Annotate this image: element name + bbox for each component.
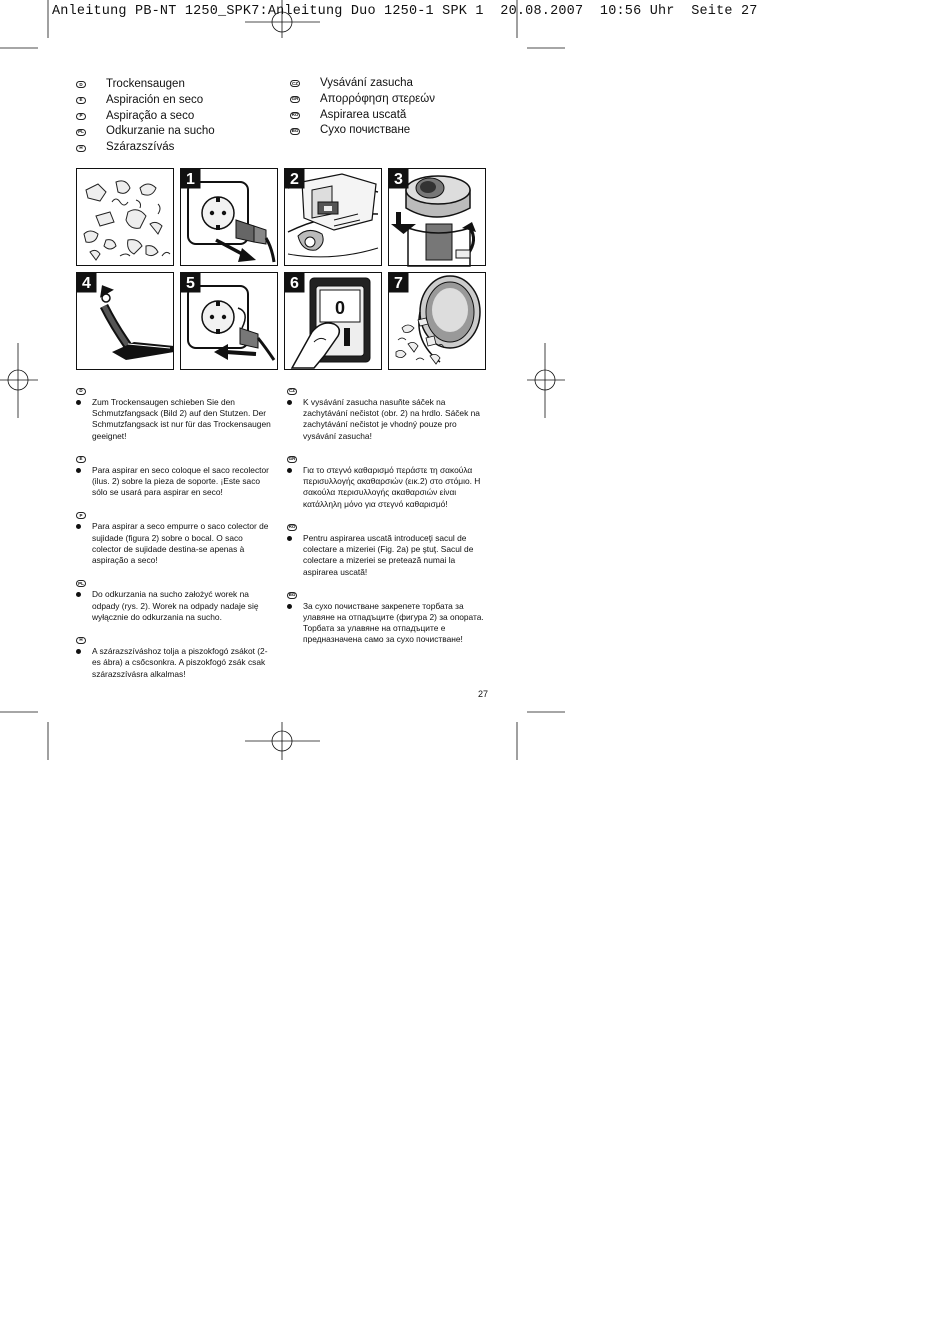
print-header: Anleitung PB-NT 1250_SPK7:Anleitung Duo 1250-1 SPK 1 20.08.2007 10:56 Uhr Seite 27: [52, 4, 758, 19]
language-badge-gr: GR: [288, 455, 296, 461]
figure-step-3: [389, 169, 486, 267]
instruction-text-cz: K vysávání zasucha nasuňte sáček na zachytávání nečistot (obr. 2) na hrdlo. Sáček na zachytávání nečistot je vhodný pouze pro vysávání zasucha!: [303, 396, 480, 441]
instruction-pl: [76, 577, 274, 624]
titles-right: [290, 76, 435, 139]
figure-grid: [76, 168, 490, 372]
language-badge-hu: H: [76, 637, 86, 644]
title-ro: Aspirarea uscată: [320, 108, 407, 121]
title-de: Trockensaugen: [106, 78, 185, 90]
language-badge-de: D: [76, 388, 86, 395]
figure-step-7: [389, 273, 486, 370]
figure-label-5: 5: [186, 275, 195, 292]
instruction-text-de: Zum Trockensaugen schieben Sie den Schmutzfangsack (Bild 2) auf den Stutzen. Der Schmutzfangsack ist nur für das Trockensaugen geeignet!: [92, 396, 271, 441]
title-row-ro: [290, 108, 435, 124]
bullet-icon: [76, 649, 81, 654]
instructions-left: [76, 384, 274, 690]
bullet-icon: [76, 592, 81, 597]
instructions-right: [287, 384, 489, 656]
instruction-bg: [287, 588, 489, 646]
figure-label-7: 7: [394, 275, 403, 292]
title-gr: Απορρόφηση στερεών: [320, 92, 436, 105]
instruction-text-gr: Για το στεγνό καθαρισμό περάστε τη σακούλα περισυλλογής ακαθαρσιών (εικ.2) στο στόμιο. Η σακούλα περισυλλογής ακαθαρσιών είναι κατάλληλη μόνο για στεγνό καθαρισμό!: [303, 464, 481, 509]
figure-step-6: [285, 273, 382, 370]
bullet-icon: [76, 468, 81, 473]
instruction-pt: [76, 509, 274, 567]
language-badge-es: E: [76, 456, 86, 463]
title-row-cz: [290, 76, 435, 92]
language-badge-es: E: [76, 97, 86, 104]
figure-step-4: [77, 273, 175, 370]
title-bg: Сухо почистване: [320, 124, 411, 137]
title-pl: Odkurzanie na sucho: [106, 125, 215, 138]
language-badge-de: D: [76, 81, 86, 88]
figure-label-3: 3: [394, 171, 403, 188]
page-number: 27: [478, 689, 489, 699]
language-badge-pt: P: [76, 113, 86, 120]
language-badge-pl: PL: [76, 129, 86, 136]
language-badge-cz: CZ: [289, 388, 295, 393]
instruction-text-ro: Pentru aspirarea uscată introduceţi sacul de colectare a mizeriei (Fig. 2a) pe ştuţ. Sacul de colectare a mizeriei se pretează numai la aspirarea uscată!: [303, 532, 474, 577]
figure-step-5: [181, 273, 278, 370]
language-badge-ro: RO: [288, 523, 296, 529]
bullet-icon: [287, 468, 292, 473]
instruction-hu: [76, 633, 274, 680]
figure-label-6: 6: [290, 275, 299, 292]
bullet-icon: [287, 604, 292, 609]
instruction-gr: [287, 452, 489, 510]
instruction-de: [76, 384, 274, 442]
bullet-icon: [287, 400, 292, 405]
title-hu: Szárazszívás: [106, 141, 175, 154]
title-row-gr: [290, 92, 435, 108]
instruction-text-hu: A szárazszíváshoz tolja a piszokfogó zsákot (2-es ábra) a csőcsonkra. A piszokfogó zsák csak szárazszívásra alkalmas!: [92, 645, 268, 679]
title-row-hu: [76, 140, 215, 156]
title-row-es: [76, 93, 215, 109]
title-es: Aspiración en seco: [106, 93, 204, 106]
instruction-text-bg: За сухо почистване закрепете торбата за улавяне на отпадъците (фигура 2) за опората. Торбата за улавяне на отпадъците е предназначена само за сухо почистване!: [303, 600, 484, 645]
instruction-cz: [287, 384, 489, 442]
language-badge-gr: GR: [291, 96, 299, 102]
figure-step-2: [285, 169, 382, 266]
language-badge-cz: CZ: [292, 80, 298, 86]
title-row-pt: [76, 109, 215, 125]
titles-left: [76, 77, 215, 156]
instruction-ro: [287, 520, 489, 578]
instruction-text-pl: Do odkurzania na sucho założyć worek na odpady (rys. 2). Worek na odpady nadaje się wyłącznie do odkurzania na sucho.: [92, 589, 259, 622]
instruction-text-es: Para aspirar en seco coloque el saco recolector (ilus. 2) sobre la pieza de soporte. ¡Este saco sólo se usará para aspirar en seco!: [92, 464, 269, 498]
language-badge-pt: P: [76, 512, 86, 519]
title-cz: Vysávání zasucha: [320, 77, 413, 89]
language-badge-pl: PL: [76, 580, 86, 587]
language-badge-ro: RO: [291, 112, 299, 118]
language-badge-bg: BG: [288, 591, 296, 597]
title-row-pl: [76, 124, 215, 140]
figure-step-1: [181, 169, 278, 266]
figure-debris: [77, 169, 174, 266]
language-badge-hu: H: [76, 145, 86, 152]
title-row-de: [76, 77, 215, 93]
instruction-text-pt: Para aspirar a seco empurre o saco colector de sujidade (figura 2) sobre o bocal. O saco colector de sujidade destina-se apenas à aspiração a seco!: [92, 521, 269, 566]
switch-label: 0: [334, 298, 346, 318]
figure-label-1: 1: [186, 171, 195, 188]
figure-label-2: 2: [290, 171, 299, 188]
title-row-bg: [290, 123, 435, 139]
instruction-es: [76, 452, 274, 499]
figure-label-4: 4: [82, 275, 91, 292]
language-badge-bg: BG: [291, 128, 299, 134]
bullet-icon: [76, 400, 81, 405]
bullet-icon: [76, 524, 81, 529]
title-pt: Aspiração a seco: [106, 109, 195, 122]
bullet-icon: [287, 536, 292, 541]
